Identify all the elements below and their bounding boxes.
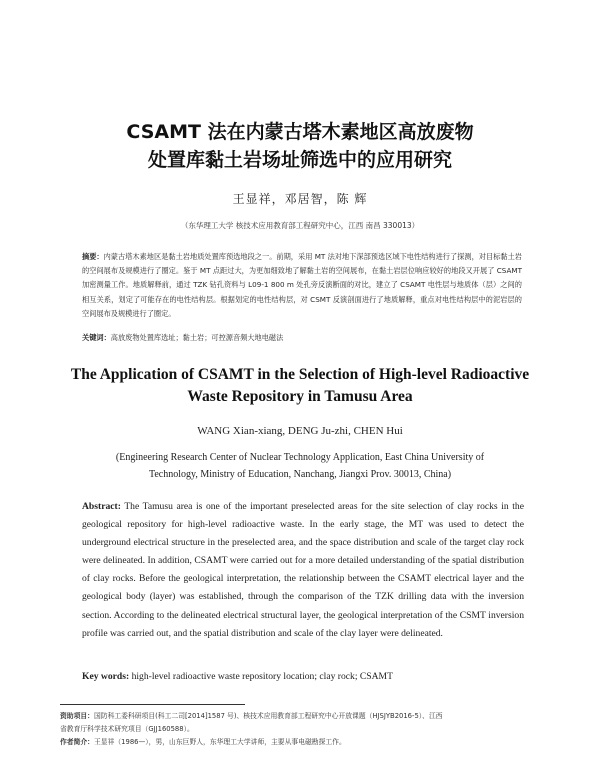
chinese-keywords-text: 高放废物处置库选址；黏土岩；可控源音频大地电磁法 <box>110 333 284 342</box>
author-note-label: 作者简介： <box>60 738 94 746</box>
chinese-affiliation: （东华理工大学 核技术应用教育部工程研究中心，江西 南昌 330013） <box>180 221 420 230</box>
footnote-divider <box>60 704 245 705</box>
author-note-text: 王显祥（1986—），男，山东巨野人，东华理工大学讲师，主要从事电磁勘探工作。 <box>93 738 346 746</box>
chinese-keywords <box>82 331 522 345</box>
english-title-line-1: The Application of CSAMT in the Selection of High-level Radioactive <box>70 366 530 383</box>
english-affiliation <box>90 449 510 483</box>
english-abstract-text: The Tamusu area is one of the important preselected areas for the site selection of clay rocks in the geological repository for high-level radioactive waste. In the early stage, the MT was used to detect the underground electrical structure in the preselected area, and the space distribution and scale of the target clay rock were delineated. In addition, CSAMT were carried out for a more detailed understanding of the spatial distribution of clay rocks. Before the geological interpretation, the relationship between the CSAMT electrical layer and the geological body (layer) was established, through the comparison of the TZK drilling data with the inversion section. According to the delineated electrical structural layer, the geological interpretation of the CSMT inversion profile was carried out, and the spatial distribution and scale of the clay layer were delineated. <box>82 501 524 639</box>
chinese-abstract <box>82 250 522 321</box>
chinese-abstract-text: 内蒙古塔木素地区是黏土岩地质处置库预选地段之一。前期，采用 MT 法对地下深部预选区域下电性结构进行了探测，对目标黏土岩的空间展布及规模进行了圈定。鉴于 MT 点距过大，为更加细致地了解黏土岩的空间展布，在黏土岩层位响应较好的地段又开展了 CSAMT 加密测量工作。地质解释前，通过 TZK 钻孔资料与 L09-1 800 m 处孔旁反演断面的对比，建立了 CSAMT 电性层与地质体（层）之间的相互关系，划定了可能存在的电性结构层。根据划定的电性结构层，对 CSMT 反演剖面进行了地质解释，重点对电性结构层中的泥岩层的空间展布及规模进行了圈定。 <box>82 252 522 318</box>
english-keywords-text: high-level radioactive waste repository location; clay rock; CSAMT <box>131 671 393 682</box>
english-keywords <box>82 670 524 684</box>
author-note <box>60 736 540 749</box>
chinese-abstract-label: 摘要： <box>82 252 104 261</box>
funding-text-1: 国防科工委科研项目(科工二司[2014]1587 号)、核技术应用教育部工程研究中心开放课题（HJSJYB2016-5）、江西 <box>93 712 443 720</box>
english-authors: WANG Xian-xiang, DENG Ju-zhi, CHEN Hui <box>197 425 403 437</box>
chinese-authors: 王显祥，邓居智，陈 辉 <box>232 192 368 206</box>
english-title <box>60 364 540 408</box>
chinese-title-line-2: 处置库黏土岩场址筛选中的应用研究 <box>147 149 452 171</box>
chinese-title <box>40 118 560 174</box>
english-affiliation-line-2: Technology, Ministry of Education, Nanchang, Jiangxi Prov. 30013, China) <box>148 469 452 480</box>
english-abstract-label: Abstract: <box>82 501 121 512</box>
chinese-title-line-1: CSAMT 法在内蒙古塔木素地区高放废物 <box>126 121 474 143</box>
funding-label: 资助项目： <box>60 712 94 720</box>
english-keywords-label: Key words: <box>82 671 130 682</box>
funding-note-line-1 <box>60 710 540 723</box>
english-title-line-2: Waste Repository in Tamusu Area <box>187 388 413 405</box>
english-affiliation-line-1: (Engineering Research Center of Nuclear Technology Application, East China University of <box>115 452 485 463</box>
footnotes <box>60 710 540 749</box>
funding-note-line-2: 省教育厅科学技术研究项目（GJJ160588）。 <box>60 725 194 733</box>
english-abstract <box>82 498 524 643</box>
chinese-keywords-label: 关键词： <box>82 333 111 342</box>
